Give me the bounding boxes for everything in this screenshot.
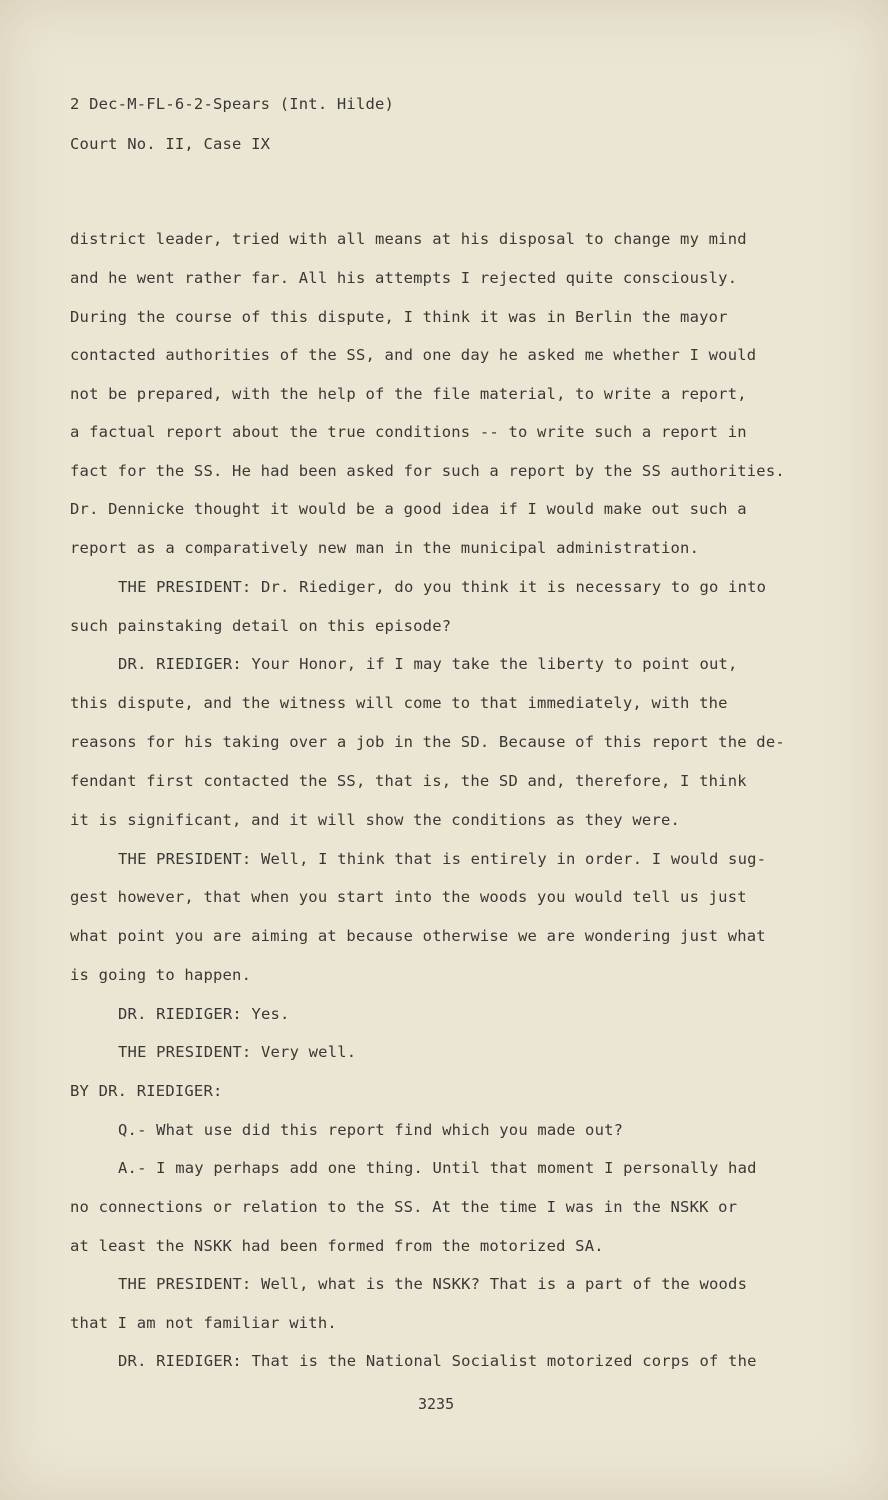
body-line: that I am not familiar with. bbox=[70, 1314, 337, 1332]
page-number: 3235 bbox=[418, 1395, 455, 1413]
body-line: DR. RIEDIGER: Your Honor, if I may take the liberty to point out, bbox=[118, 655, 738, 673]
body-line: fact for the SS. He had been asked for such a report by the SS authorities. bbox=[70, 462, 785, 480]
body-line: a factual report about the true conditions -- to write such a report in bbox=[70, 423, 747, 441]
body-line: contacted authorities of the SS, and one day he asked me whether I would bbox=[70, 346, 757, 364]
body-line: DR. RIEDIGER: That is the National Socialist motorized corps of the bbox=[118, 1352, 757, 1370]
body-line: this dispute, and the witness will come to that immediately, with the bbox=[70, 694, 728, 712]
body-line: and he went rather far. All his attempts I rejected quite consciously. bbox=[70, 269, 738, 287]
body-line: BY DR. RIEDIGER: bbox=[70, 1082, 223, 1100]
body-line: DR. RIEDIGER: Yes. bbox=[118, 1005, 290, 1023]
body-line: at least the NSKK had been formed from the motorized SA. bbox=[70, 1237, 604, 1255]
body-line: THE PRESIDENT: Very well. bbox=[118, 1043, 357, 1061]
body-line: Q.- What use did this report find which you made out? bbox=[118, 1121, 624, 1139]
body-line: not be prepared, with the help of the file material, to write a report, bbox=[70, 385, 747, 403]
body-line: is going to happen. bbox=[70, 966, 252, 984]
header-reference: 2 Dec-M-FL-6-2-Spears (Int. Hilde) bbox=[70, 95, 395, 113]
body-line: Dr. Dennicke thought it would be a good idea if I would make out such a bbox=[70, 500, 747, 518]
body-line: gest however, that when you start into the woods you would tell us just bbox=[70, 888, 747, 906]
body-line: fendant first contacted the SS, that is, the SD and, therefore, I think bbox=[70, 772, 747, 790]
body-line: reasons for his taking over a job in the SD. Because of this report the de- bbox=[70, 733, 785, 751]
body-line: THE PRESIDENT: Well, I think that is entirely in order. I would sug- bbox=[118, 850, 767, 868]
body-line: THE PRESIDENT: Well, what is the NSKK? That is a part of the woods bbox=[118, 1275, 748, 1293]
body-line: what point you are aiming at because otherwise we are wondering just what bbox=[70, 927, 766, 945]
header-court: Court No. II, Case IX bbox=[70, 135, 271, 153]
body-line: During the course of this dispute, I think it was in Berlin the mayor bbox=[70, 308, 728, 326]
body-line: it is significant, and it will show the conditions as they were. bbox=[70, 811, 681, 829]
body-line: report as a comparatively new man in the municipal administration. bbox=[70, 539, 700, 557]
body-line: no connections or relation to the SS. At the time I was in the NSKK or bbox=[70, 1198, 738, 1216]
body-line: THE PRESIDENT: Dr. Riediger, do you think it is necessary to go into bbox=[118, 578, 767, 596]
body-line: such painstaking detail on this episode? bbox=[70, 617, 452, 635]
body-line: district leader, tried with all means at his disposal to change my mind bbox=[70, 230, 747, 248]
body-line: A.- I may perhaps add one thing. Until that moment I personally had bbox=[118, 1159, 757, 1177]
